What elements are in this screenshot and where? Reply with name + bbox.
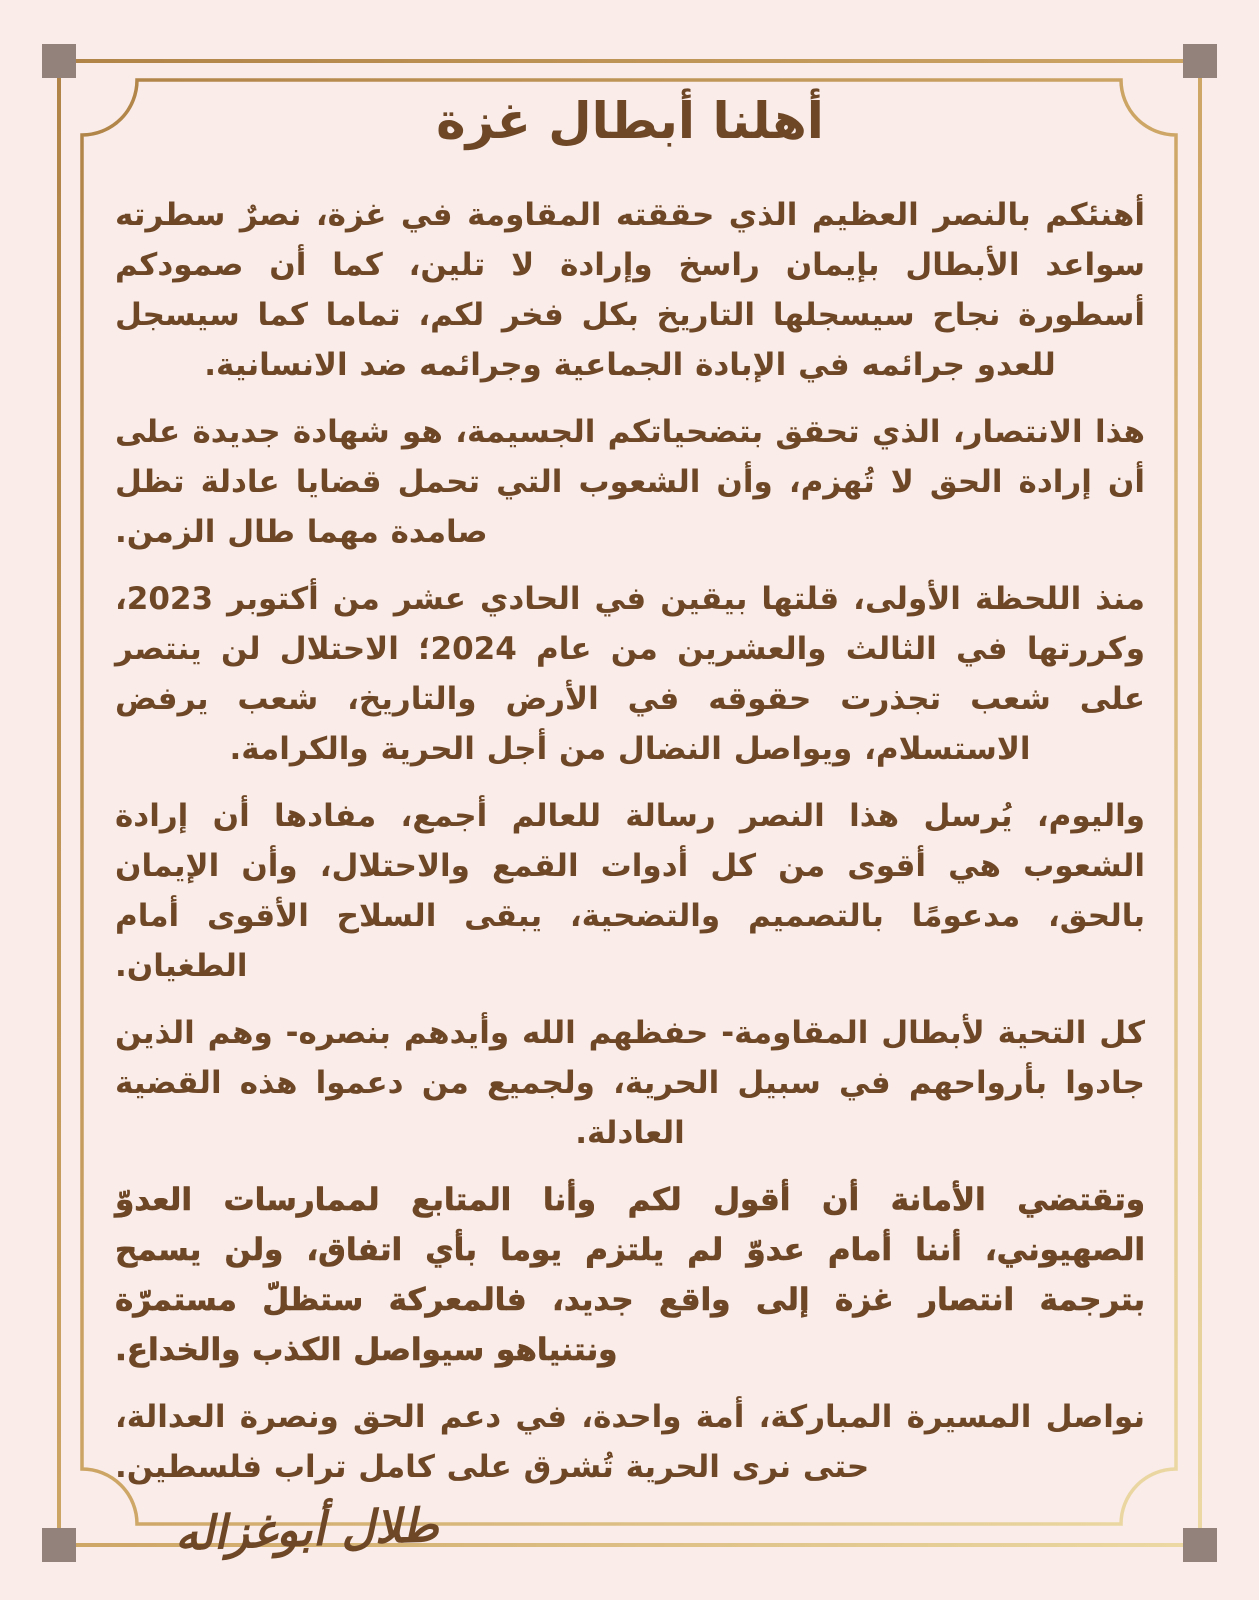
letter-paragraph: منذ اللحظة الأولى، قلتها بيقين في الحادي عشر من أكتوبر 2023، وكررتها في الثالث والعشرين من عام 2024؛ الاحتلال لن ينتصر على شعب تجذرت حقوقه في الأرض والتاريخ، شعب يرفض الاستسلام، ويواصل النضال من أجل الحرية والكرامة.: [115, 581, 1145, 767]
letter-title: أهلنا أبطال غزة: [436, 92, 824, 150]
signature-text: طلال أبوغزاله: [174, 1497, 440, 1561]
letter-paragraph: هذا الانتصار، الذي تحقق بتضحياتكم الجسيمة، هو شهادة جديدة على أن إرادة الحق لا تُهزم، وأن الشعوب التي تحمل قضايا عادلة تظل صامدة مهما طال الزمن.: [115, 414, 1145, 550]
letter-paragraph: واليوم، يُرسل هذا النصر رسالة للعالم أجمع، مفادها أن إرادة الشعوب هي أقوى من كل أدوات القمع والاحتلال، وأن الإيمان بالحق، مدعومًا بالتصميم والتضحية، يبقى السلاح الأقوى أمام الطغيان.: [115, 798, 1145, 984]
letter-paragraph-emphasized: وتقتضي الأمانة أن أقول لكم وأنا المتابع لممارسات العدوّ الصهيوني، أننا أمام عدوّ لم يلتزم يوما بأي اتفاق، ولن يسمح بترجمة انتصار غزة إلى واقع جديد، فالمعركة ستظلّ مستمرّة ونتنياهو سيواصل الكذب والخداع.: [115, 1182, 1145, 1368]
corner-ornament-bottom-right: [1183, 1528, 1217, 1562]
letter-body: [115, 78, 1145, 1561]
corner-ornament-top-right: [1183, 44, 1217, 78]
letter-paragraph: نواصل المسيرة المباركة، أمة واحدة، في دعم الحق ونصرة العدالة، حتى نرى الحرية تُشرق على كامل تراب فلسطين.: [115, 1399, 1145, 1485]
letter-paragraph: كل التحية لأبطال المقاومة- حفظهم الله وأيدهم بنصره- وهم الذين جادوا بأرواحهم في سبيل الحرية، ولجميع من دعموا هذه القضية العادلة.: [115, 1015, 1145, 1151]
corner-ornament-top-left: [42, 44, 76, 78]
letter-paragraph: أهنئكم بالنصر العظيم الذي حققته المقاومة في غزة، نصرٌ سطرته سواعد الأبطال بإيمان راسخ وإرادة لا تلين، كما أن صمودكم أسطورة نجاح سيسجلها التاريخ بكل فخر لكم، تماما كما سيسجل للعدو جرائمه في الإبادة الجماعية وجرائمه ضد الانسانية.: [115, 197, 1145, 383]
corner-ornament-bottom-left: [42, 1528, 76, 1562]
